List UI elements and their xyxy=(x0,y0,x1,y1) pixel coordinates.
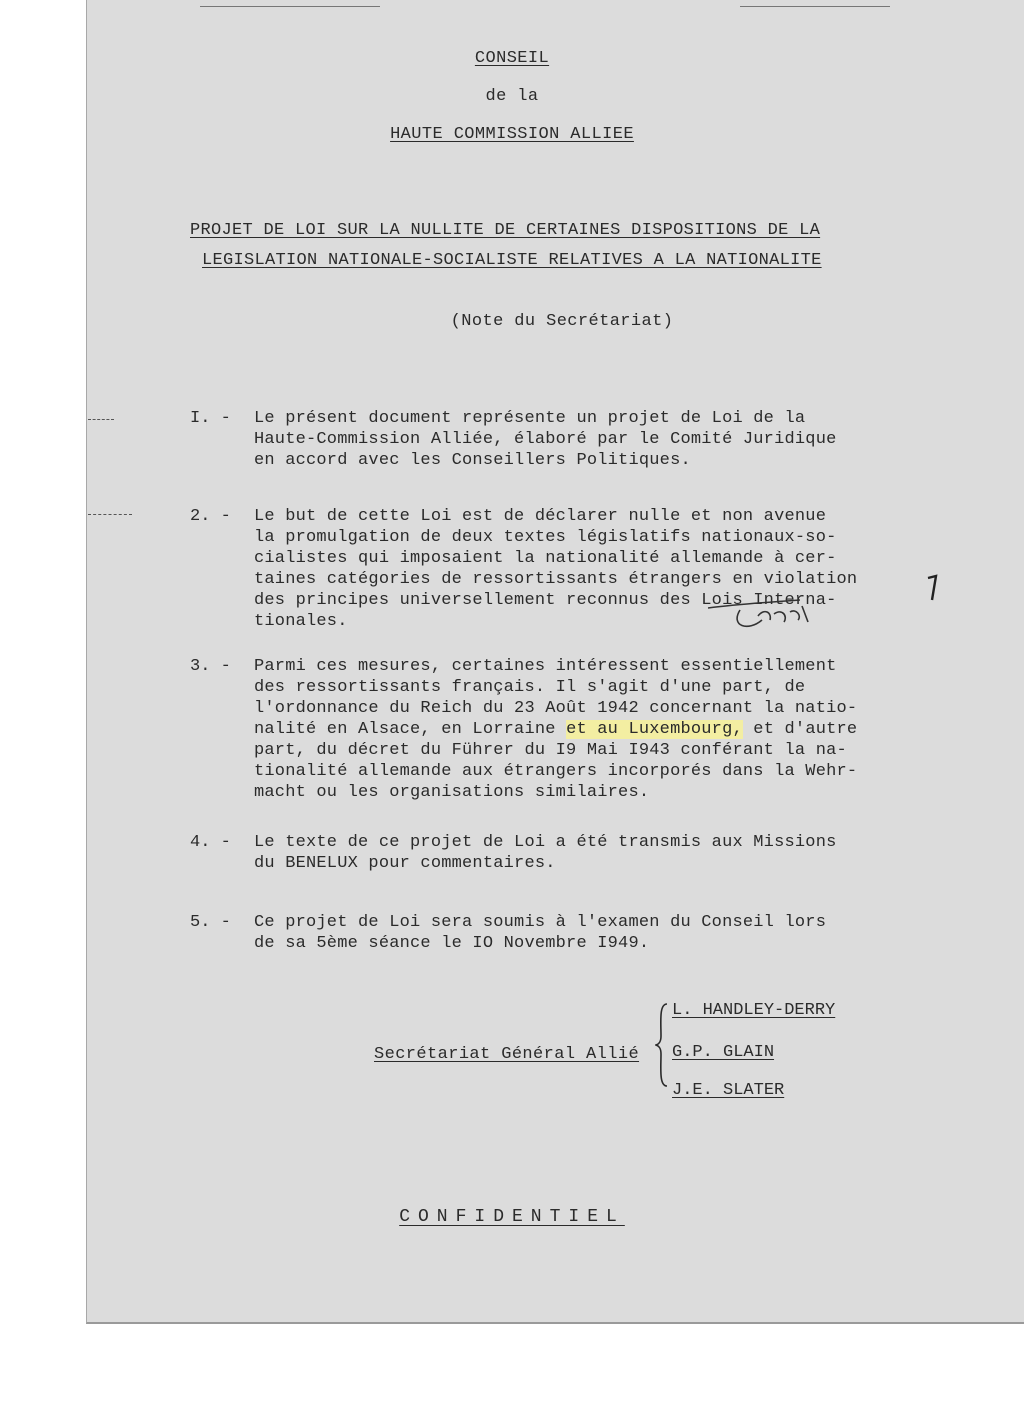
paragraph-line: des principes universellement reconnus des Lois Interna- xyxy=(254,591,837,610)
signatory-name: L. HANDLEY-DERRY xyxy=(672,1001,836,1020)
paragraph-line: la promulgation de deux textes législatifs nationaux-so- xyxy=(254,528,837,547)
margin-mark-1 xyxy=(88,419,114,421)
paragraph-line: l'ordonnance du Reich du 23 Août 1942 concernant la natio- xyxy=(254,699,858,718)
paragraph-line: en accord avec les Conseillers Politiques. xyxy=(254,451,691,470)
highlighted-text: et au Luxembourg, xyxy=(566,720,743,739)
classification-confidentiel: CONFIDENTIEL xyxy=(399,1207,625,1227)
paragraph-number: 5. - xyxy=(190,913,231,932)
brace-icon xyxy=(655,1002,669,1088)
paragraph-number: 2. - xyxy=(190,507,231,526)
paragraph-line: Le présent document représente un projet de Loi de la xyxy=(254,409,806,428)
paragraph-line: Le texte de ce projet de Loi a été transmis aux Missions xyxy=(254,833,837,852)
paragraph-line: de sa 5ème séance le IO Novembre I949. xyxy=(254,934,650,953)
signatory-name: G.P. GLAIN xyxy=(672,1043,775,1062)
paragraph-line: Ce projet de Loi sera soumis à l'examen du Conseil lors xyxy=(254,913,827,932)
cropped-top-text-right xyxy=(740,0,890,7)
paragraph-line-highlighted xyxy=(254,719,857,741)
highlight-after: et d'autre xyxy=(742,720,858,739)
title-line-2: LEGISLATION NATIONALE-SOCIALISTE RELATIVES A LA NATIONALITE xyxy=(202,251,822,270)
cropped-top-text-left xyxy=(200,0,380,7)
paragraph-number: 4. - xyxy=(190,833,231,852)
paragraph-line: part, du décret du Führer du I9 Mai I943 conférant la na- xyxy=(254,741,847,760)
title-line-1: PROJET DE LOI SUR LA NULLITE DE CERTAINES DISPOSITIONS DE LA xyxy=(190,221,821,240)
paragraph-number: I. - xyxy=(190,409,231,428)
handwritten-annotation-icon xyxy=(700,560,950,640)
header-de-la: de la xyxy=(485,87,539,106)
paragraph-line: du BENELUX pour commentaires. xyxy=(254,854,556,873)
paragraph-line: macht ou les organisations similaires. xyxy=(254,783,650,802)
paragraph-line: Parmi ces mesures, certaines intéressent essentiellement xyxy=(254,657,837,676)
header-haute-commission: HAUTE COMMISSION ALLIEE xyxy=(390,125,634,144)
paragraph-line: Haute-Commission Alliée, élaboré par le Comité Juridique xyxy=(254,430,837,449)
header-conseil: CONSEIL xyxy=(474,49,550,68)
paragraph-line: Le but de cette Loi est de déclarer nulle et non avenue xyxy=(254,507,827,526)
signature-label: Secrétariat Général Allié xyxy=(374,1045,640,1064)
paragraph-number: 3. - xyxy=(190,657,231,676)
highlight-before: nalité en Alsace, en Lorraine xyxy=(254,720,567,739)
paragraph-line: taines catégories de ressortissants étrangers en violation xyxy=(254,570,858,589)
subtitle-note: (Note du Secrétariat) xyxy=(450,312,674,331)
paragraph-line: tionalité allemande aux étrangers incorporés dans la Wehr- xyxy=(254,762,858,781)
signatory-name: J.E. SLATER xyxy=(672,1081,785,1100)
paragraph-line: tionales. xyxy=(254,612,348,631)
paragraph-line: des ressortissants français. Il s'agit d'une part, de xyxy=(254,678,806,697)
paragraph-line: cialistes qui imposaient la nationalité allemande à cer- xyxy=(254,549,837,568)
margin-mark-2 xyxy=(88,514,132,516)
